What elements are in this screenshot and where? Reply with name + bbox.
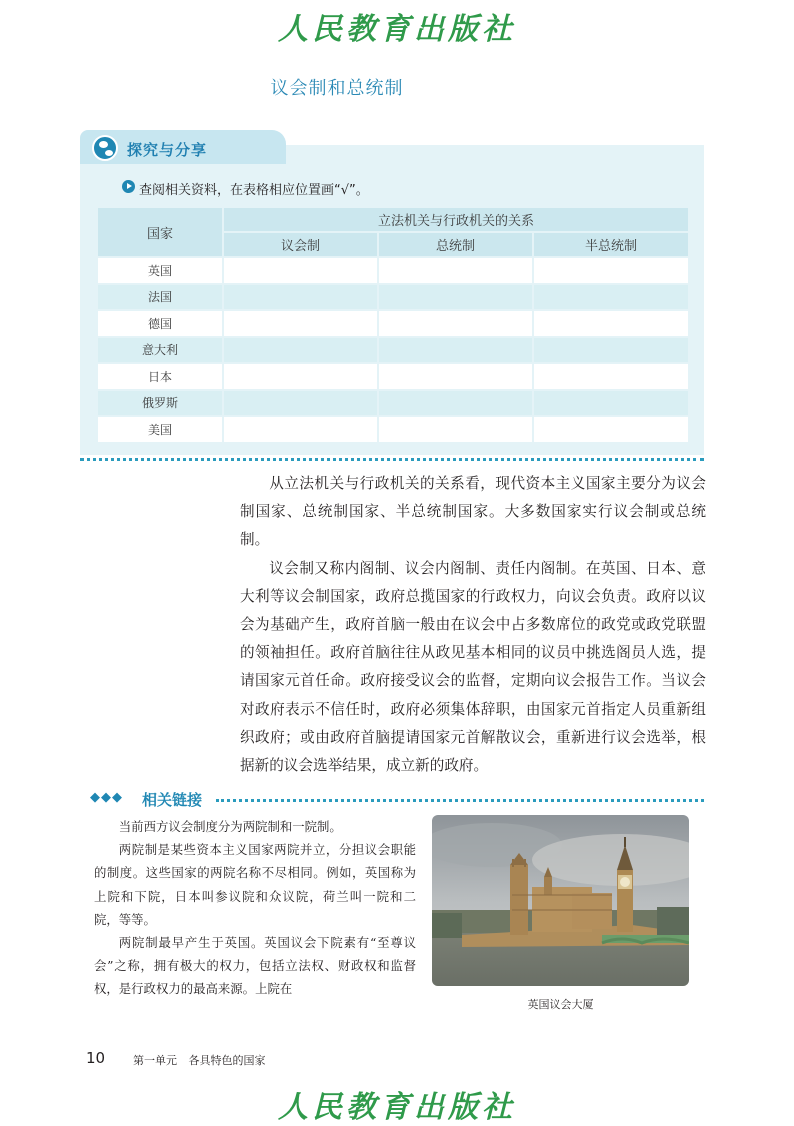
section-divider bbox=[80, 458, 704, 461]
related-links-title: 相关链接 bbox=[142, 791, 203, 809]
publisher-watermark-bottom: 人民教育出版社 bbox=[278, 1090, 516, 1125]
related-paragraph: 当前西方议会制度分为两院制和一院制。 bbox=[118, 819, 342, 834]
answer-cell bbox=[533, 390, 689, 417]
answer-cell bbox=[533, 257, 689, 284]
country-cell: 法国 bbox=[97, 284, 223, 311]
table-row bbox=[97, 416, 689, 443]
related-paragraph: 两院制是某些资本主义国家两院并立，分担议会职能的制度。这些国家的两院名称不尽相同。例如，英国称为上院和下院，日本叫参议院和众议院，荷兰叫一院和二院，等等。 bbox=[94, 842, 416, 927]
country-cell: 英国 bbox=[97, 257, 223, 284]
answer-cell bbox=[378, 257, 533, 284]
answer-cell bbox=[223, 337, 378, 364]
country-cell: 日本 bbox=[97, 363, 223, 390]
related-links-text bbox=[94, 815, 416, 1001]
related-paragraph: 两院制最早产生于英国。英国议会下院素有“至尊议会”之称，拥有极大的权力，包括立法权、财政权和监督权，是行政权力的最高来源。上院在 bbox=[94, 935, 416, 997]
answer-cell bbox=[223, 310, 378, 337]
column-header-parliamentary: 议会制 bbox=[223, 232, 378, 257]
table-row bbox=[97, 284, 689, 311]
body-paragraph: 从立法机关与行政机关的关系看，现代资本主义国家主要分为议会制国家、总统制国家、半总统制国家。大多数国家实行议会制或总统制。 bbox=[240, 475, 706, 549]
parliament-photo bbox=[432, 815, 689, 986]
answer-cell bbox=[223, 390, 378, 417]
explore-instruction: 查阅相关资料，在表格相应位置画“√”。 bbox=[139, 183, 369, 198]
answer-cell bbox=[223, 363, 378, 390]
country-cell: 美国 bbox=[97, 416, 223, 443]
main-body-text bbox=[240, 470, 706, 780]
answer-cell bbox=[533, 284, 689, 311]
answer-cell bbox=[378, 416, 533, 443]
answer-cell bbox=[533, 337, 689, 364]
answer-cell bbox=[378, 284, 533, 311]
table-row bbox=[97, 363, 689, 390]
column-header-presidential: 总统制 bbox=[378, 232, 533, 257]
answer-cell bbox=[533, 310, 689, 337]
answer-cell bbox=[223, 284, 378, 311]
answer-cell bbox=[533, 416, 689, 443]
answer-cell bbox=[223, 257, 378, 284]
table-row bbox=[97, 257, 689, 284]
country-cell: 德国 bbox=[97, 310, 223, 337]
play-arrow-icon bbox=[122, 180, 135, 193]
answer-cell bbox=[378, 390, 533, 417]
page-number: 10 bbox=[86, 1049, 106, 1067]
table-row bbox=[97, 310, 689, 337]
answer-cell bbox=[533, 363, 689, 390]
unit-label: 第一单元 各具特色的国家 bbox=[133, 1054, 266, 1067]
related-links-header bbox=[90, 789, 704, 811]
publisher-watermark-top: 人民教育出版社 bbox=[278, 12, 516, 47]
country-header: 国家 bbox=[97, 207, 223, 257]
answer-cell bbox=[378, 337, 533, 364]
table-row bbox=[97, 390, 689, 417]
globe-icon bbox=[92, 135, 118, 161]
column-header-semi-presidential: 半总统制 bbox=[533, 232, 689, 257]
related-links-divider bbox=[216, 799, 704, 802]
explore-tab-label: 探究与分享 bbox=[127, 141, 208, 159]
answer-cell bbox=[378, 310, 533, 337]
relation-group-header: 立法机关与行政机关的关系 bbox=[223, 207, 689, 232]
photo-caption: 英国议会大厦 bbox=[527, 998, 594, 1011]
diamond-bullets-icon: ◆◆◆ bbox=[90, 790, 123, 805]
country-cell: 俄罗斯 bbox=[97, 390, 223, 417]
body-paragraph: 议会制又称内阁制、议会内阁制、责任内阁制。在英国、日本、意大利等议会制国家，政府总揽国家的行政权力，向议会负责。政府以议会为基础产生，政府首脑一般由在议会中占多数席位的政党或政党联盟的领袖担任。政府首脑往往从政见基本相同的议员中挑选阁员人选，提请国家元首任命。政府接受议会的监督，定期向议会报告工作。当议会对政府表示不信任时，政府必须集体辞职，由国家元首指定人员重新组织政府；或由政府首脑提请国家元首解散议会，重新进行议会选举，根据新的议会选举结果，成立新的政府。 bbox=[240, 559, 706, 775]
country-cell: 意大利 bbox=[97, 337, 223, 364]
answer-cell bbox=[223, 416, 378, 443]
answer-cell bbox=[378, 363, 533, 390]
table-row bbox=[97, 337, 689, 364]
section-title: 议会制和总统制 bbox=[270, 78, 404, 99]
comparison-table bbox=[96, 206, 690, 444]
